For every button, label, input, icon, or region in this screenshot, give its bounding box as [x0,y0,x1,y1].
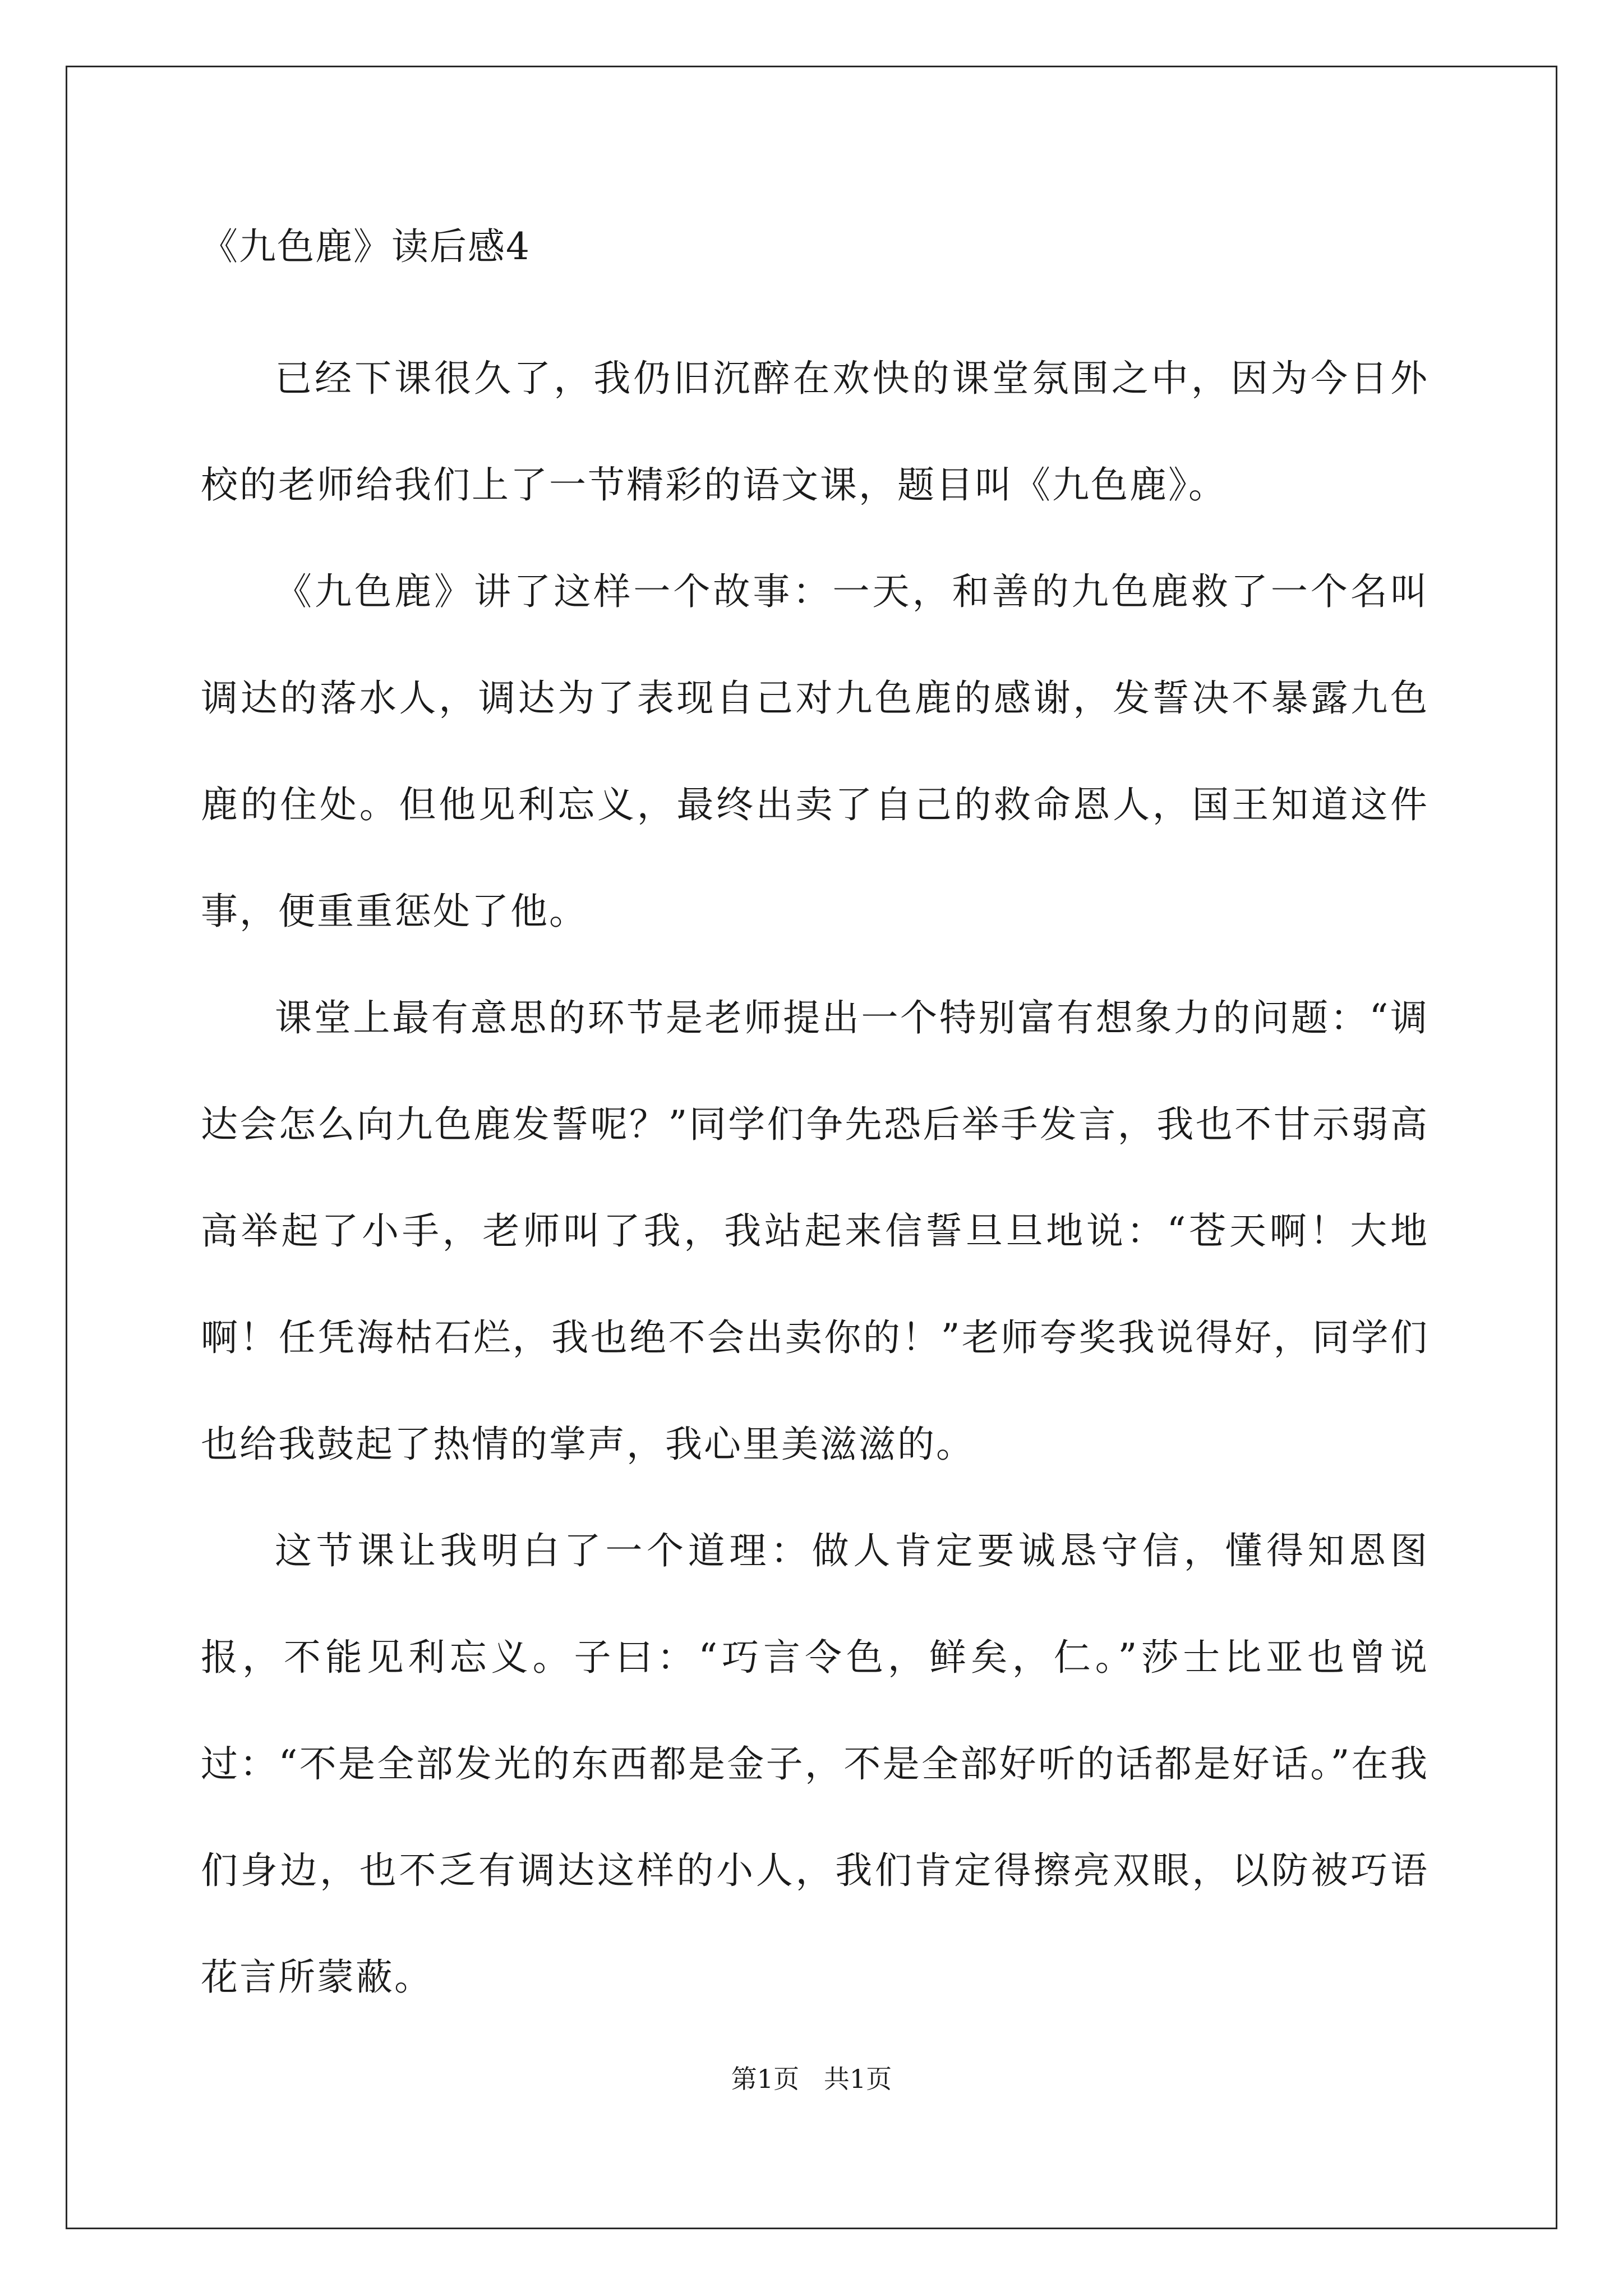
paragraph-4: 这节课让我明白了一个道理：做人肯定要诚恳守信，懂得知恩图报，不能见利忘义。子曰：“巧言令色，鲜矣，仁。”莎士比亚也曾说过：“不是全部发光的东西都是金子，不是全部好听的话都是好话。”在我们身边，也不乏有调达这样的小人，我们肯定得擦亮双眼，以防被巧语花言所蒙蔽。 [201,1529,1429,1999]
title-block [201,219,1429,325]
paragraph-3: 课堂上最有意思的环节是老师提出一个特别富有想象力的问题：“调达会怎么向九色鹿发誓呢？”同学们争先恐后举手发言，我也不甘示弱高高举起了小手，老师叫了我，我站起来信誓旦旦地说：“苍天啊！大地啊！任凭海枯石烂，我也绝不会出卖你的！”老师夸奖我说得好，同学们也给我鼓起了热情的掌声，我心里美滋滋的。 [201,996,1429,1466]
paragraph-1: 已经下课很久了，我仍旧沉醉在欢快的课堂氛围之中，因为今日外校的老师给我们上了一节精彩的语文课，题目叫《九色鹿》。 [201,357,1429,507]
document-body [201,219,1429,2031]
document-title: 《九色鹿》读后感4 [201,225,531,268]
page-number-footer: 第1页 共1页 [731,2064,892,2094]
paragraph-2: 《九色鹿》讲了这样一个故事：一天，和善的九色鹿救了一个名叫调达的落水人，调达为了表现自己对九色鹿的感谢，发誓决不暴露九色鹿的住处。但他见利忘义，最终出卖了自己的救命恩人，国王知道这件事，便重重惩处了他。 [201,570,1429,933]
